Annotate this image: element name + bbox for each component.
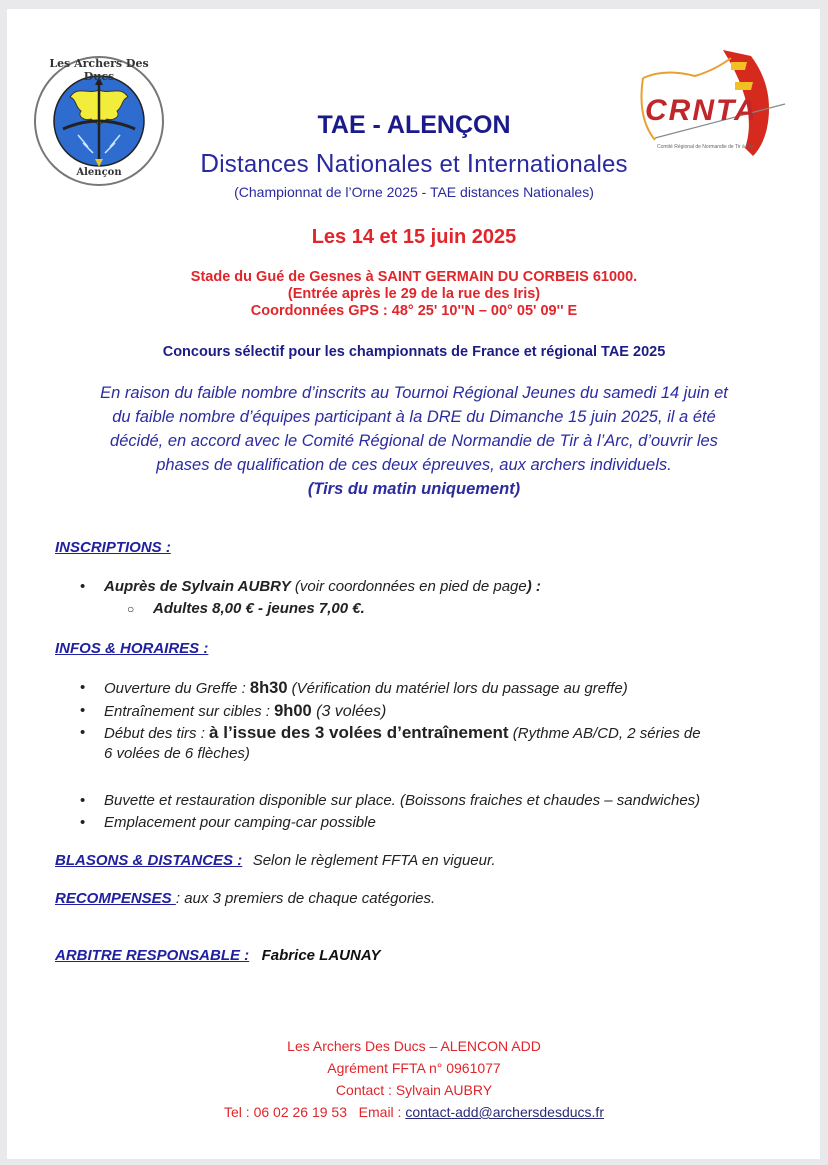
recompenses-row	[55, 890, 435, 908]
list-item	[54, 700, 794, 723]
paragraph-line: phases de qualification de ces deux épreuves, aux archers individuels.	[156, 456, 672, 474]
circle-bullet-icon: ○	[127, 602, 135, 616]
arbitre-name: Fabrice LAUNAY	[261, 947, 381, 964]
subtitle-part: ationales et	[334, 151, 467, 178]
footer-tel: Tel : 06 02 26 19 53 Email :	[224, 1104, 406, 1120]
blasons-heading: BLASONS & DISTANCES :	[55, 852, 243, 869]
concours-heading: Concours sélectif pour les championnats de France et régional TAE 2025	[162, 344, 666, 360]
bullet-icon: •	[80, 724, 86, 741]
bullet-icon: •	[80, 578, 86, 595]
list-item	[54, 598, 794, 620]
list-item	[54, 723, 794, 764]
inscriptions-heading: INSCRIPTIONS :	[55, 539, 171, 556]
championship-subtitle: (Championnat de l’Orne 2025 - TAE distances Nationales)	[234, 184, 594, 200]
item-label: Début des tirs :	[104, 725, 210, 742]
subtitle-part: D	[200, 148, 220, 178]
paragraph-line: décidé, en accord avec le Comité Régional de Normandie de Tir à l’Arc, d’ouvrir les	[110, 432, 718, 450]
footer-contact: Contact : Sylvain AUBRY	[335, 1082, 493, 1098]
crnta-caption: Comité Régional de Normandie de Tir à l'Arc	[657, 144, 756, 150]
venue-gps: Coordonnées GPS : 48° 25' 10''N – 00° 05' 09'' E	[250, 303, 578, 319]
logo-text-top: Les Archers Des Ducs	[49, 57, 149, 83]
recompenses-heading: RECOMPENSES	[55, 890, 176, 907]
recompenses-text: : aux 3 premiers de chaque catégories.	[175, 890, 436, 907]
item-text: Buvette et restauration disponible sur place. (Boissons fraiches et chaudes – sandwiches)	[104, 792, 701, 809]
subtitle-part: N	[315, 148, 335, 178]
infos-heading: INFOS & HORAIRES :	[55, 640, 209, 657]
bullet-icon: •	[80, 814, 86, 831]
arbitre-row	[55, 947, 381, 965]
email-link[interactable]: contact-add@archersdesducs.fr	[405, 1104, 604, 1120]
paragraph-note: (Tirs du matin uniquement)	[307, 480, 521, 498]
item-note: (Rythme AB/CD, 2 séries de	[508, 725, 701, 742]
list-item	[54, 790, 794, 812]
crnta-text: CRNTA	[645, 94, 758, 127]
logo-text-bottom: Alençon	[76, 167, 122, 178]
item-text: Emplacement pour camping-car possible	[104, 814, 376, 831]
blasons-text: Selon le règlement FFTA en vigueur.	[252, 852, 496, 869]
bullet-icon: •	[80, 792, 86, 809]
venue-line: (Entrée après le 29 de la rue des Iris)	[287, 286, 541, 302]
inscription-contact: Auprès de Sylvain AUBRY	[104, 578, 291, 595]
footer-club: Les Archers Des Ducs – ALENCON ADD	[287, 1038, 541, 1054]
paragraph-line: En raison du faible nombre d’inscrits au Tournoi Régional Jeunes du samedi 14 juin et	[100, 384, 728, 402]
list-item	[54, 576, 794, 598]
subtitle-part: istances	[219, 151, 316, 178]
crnta-logo	[635, 48, 795, 160]
item-value: à l’issue des 3 volées d’entraînement	[209, 723, 509, 742]
item-label: Ouverture du Greffe :	[104, 680, 250, 697]
blasons-row	[55, 852, 496, 870]
item-value: 8h30	[249, 679, 288, 697]
item-value: 9h00	[274, 702, 312, 720]
footer-tel-email	[0, 1101, 828, 1123]
footer-agrement: Agrément FFTA n° 0961077	[327, 1060, 501, 1076]
item-note: (Vérification du matériel lors du passage au greffe)	[287, 680, 628, 697]
info-paragraph	[0, 381, 828, 501]
paragraph-line: du faible nombre d’équipes participant à la DRE du Dimanche 15 juin 2025, il a été	[112, 408, 716, 426]
inscription-note: (voir coordonnées en pied de page	[290, 578, 527, 595]
infos-list	[54, 677, 794, 834]
inscription-end: ) :	[526, 578, 541, 595]
page-title: TAE - ALENÇON	[317, 111, 511, 139]
bullet-icon: •	[80, 702, 86, 719]
price-info: Adultes 8,00 € - jeunes 7,00 €.	[153, 600, 365, 617]
item-label: Entraînement sur cibles :	[104, 703, 275, 720]
footer	[0, 1035, 828, 1123]
venue-line: Stade du Gué de Gesnes à SAINT GERMAIN DU CORBEIS 61000.	[190, 269, 638, 285]
venue-block	[0, 269, 828, 320]
subtitle-part: I	[466, 148, 475, 178]
arbitre-heading: ARBITRE RESPONSABLE :	[55, 947, 250, 964]
page-subtitle	[0, 148, 828, 179]
subtitle-part: nternationales	[474, 151, 628, 178]
list-item	[54, 677, 794, 700]
list-item	[54, 812, 794, 834]
item-note: (3 volées)	[311, 703, 387, 720]
bullet-icon: •	[80, 679, 86, 696]
inscriptions-list	[54, 576, 794, 620]
item-note: 6 volées de 6 flèches)	[104, 745, 250, 762]
event-dates: Les 14 et 15 juin 2025	[311, 226, 517, 248]
